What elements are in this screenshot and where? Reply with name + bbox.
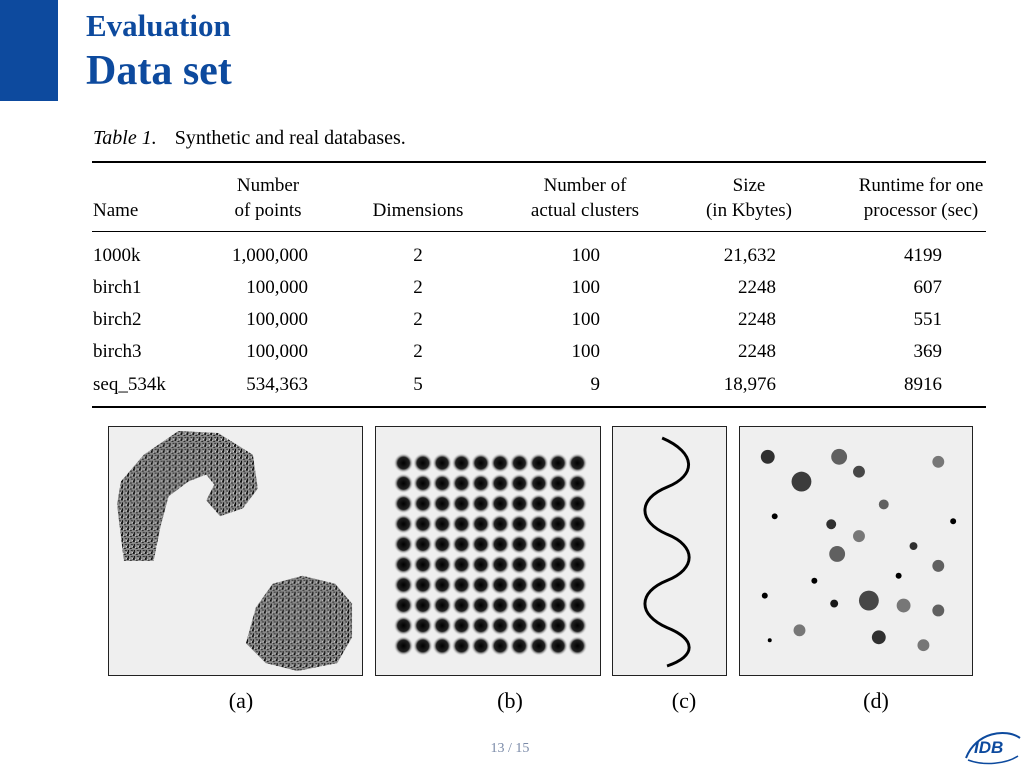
dataset-plot-d-svg	[740, 427, 972, 675]
dataset-plot-a	[108, 426, 363, 676]
table-row-points: 534,363	[246, 374, 308, 395]
table-row-name: seq_534k	[93, 374, 166, 395]
figure-label-b: (b)	[497, 688, 523, 713]
header-name: Name	[93, 200, 139, 221]
dataset-plot-c	[612, 426, 727, 676]
dataset-plot-c-svg	[613, 427, 726, 675]
header-dimensions: Dimensions	[372, 200, 464, 221]
table-row-points: 100,000	[246, 277, 308, 298]
table-row-clusters: 100	[571, 341, 600, 362]
figure-label-c: (c)	[671, 688, 697, 713]
table-row-clusters: 9	[590, 374, 600, 395]
table-row-name: birch2	[93, 309, 142, 330]
table-row-dimensions: 2	[413, 277, 423, 298]
table-row-name: birch3	[93, 341, 142, 362]
dataset-plot-d	[739, 426, 973, 676]
header-points	[200, 173, 336, 223]
header-runtime-line2: processor (sec)	[863, 200, 979, 221]
table-row-runtime: 607	[913, 277, 942, 298]
header-points-line2: of points	[234, 200, 302, 221]
table-row-points: 100,000	[246, 309, 308, 330]
idb-logo-text: IDB	[974, 738, 1004, 757]
table-row-points: 100,000	[246, 341, 308, 362]
table-bottom-rule	[92, 406, 986, 408]
dataset-plot-b-svg	[376, 427, 600, 675]
header-runtime	[846, 173, 996, 223]
table-row-dimensions: 2	[413, 245, 423, 266]
header-points-line1: Number	[236, 175, 300, 196]
dataset-plot-a-svg	[109, 427, 362, 675]
table-row-name: 1000k	[93, 245, 141, 266]
header-clusters	[510, 173, 660, 223]
table-row-clusters: 100	[571, 309, 600, 330]
table-caption-text: Synthetic and real databases.	[174, 127, 406, 149]
table-row-runtime: 8916	[904, 374, 942, 395]
table-row-clusters: 100	[571, 277, 600, 298]
table-row-points: 1,000,000	[232, 245, 308, 266]
page-title: Data set	[86, 48, 232, 94]
table-top-rule	[92, 161, 986, 163]
table-row-runtime: 4199	[904, 245, 942, 266]
table-row-dimensions: 2	[413, 309, 423, 330]
table-header-rule	[92, 231, 986, 232]
table-caption	[93, 127, 406, 150]
figure-label-a: (a)	[228, 688, 254, 713]
idb-logo-icon	[962, 726, 1022, 766]
header-runtime-line1: Runtime for one	[858, 175, 984, 196]
section-title: Evaluation	[86, 8, 231, 43]
table-row-size: 21,632	[723, 245, 776, 266]
table-row-size: 2248	[738, 309, 776, 330]
table-row-dimensions: 2	[413, 341, 423, 362]
table-row-size: 18,976	[723, 374, 776, 395]
header-size-line2: (in Kbytes)	[705, 200, 792, 221]
accent-bar	[0, 0, 58, 101]
dataset-plot-b	[375, 426, 601, 676]
table-row-clusters: 100	[571, 245, 600, 266]
table-row-size: 2248	[738, 341, 776, 362]
idb-logo	[962, 726, 1022, 766]
table-row-size: 2248	[738, 277, 776, 298]
table-row-runtime: 369	[913, 341, 942, 362]
figure-label-d: (d)	[863, 688, 889, 713]
page-number: 13 / 15	[490, 741, 530, 756]
header-size-line1: Size	[732, 175, 766, 196]
header-size	[690, 173, 808, 223]
table-row-name: birch1	[93, 277, 142, 298]
header-clusters-line2: actual clusters	[530, 200, 640, 221]
table-caption-label: Table 1.	[93, 127, 157, 149]
table-row-runtime: 551	[913, 309, 942, 330]
header-clusters-line1: Number of	[543, 175, 627, 196]
table-row-dimensions: 5	[413, 374, 423, 395]
